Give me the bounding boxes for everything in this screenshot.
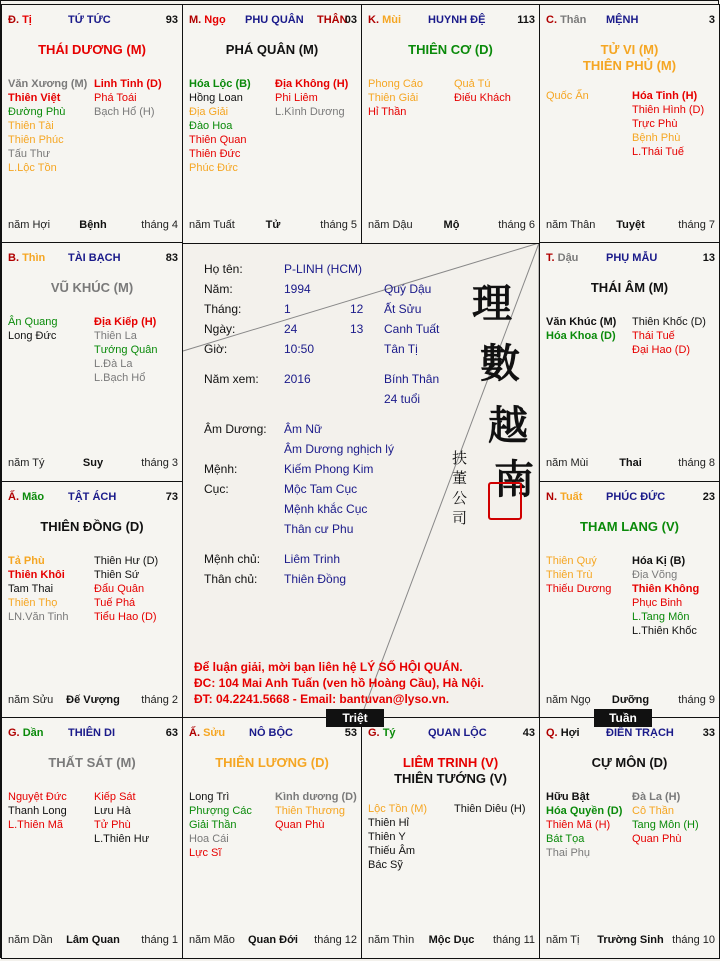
minor-star: L.Kình Dương	[275, 106, 345, 118]
palace-position: Đ. Tị	[8, 14, 32, 26]
palace-header	[546, 727, 715, 741]
minor-star: Thiên Tài	[8, 120, 54, 132]
palace-footer	[546, 694, 715, 708]
menh-chu-value: Liêm Trinh	[284, 552, 341, 566]
palace-name: PHÚC ĐỨC	[606, 491, 666, 503]
palace-age: 113	[517, 14, 535, 26]
palace-position: Ấ. Sửu	[189, 727, 226, 739]
minor-star: Giải Thần	[189, 819, 237, 831]
palace-age: 83	[165, 252, 178, 264]
minor-star: Phục Binh	[632, 597, 683, 609]
main-stars	[540, 42, 719, 74]
minor-star: Tiểu Hao (D)	[94, 611, 157, 623]
minor-star: Nguyệt Đức	[8, 791, 67, 803]
left-stars	[8, 315, 58, 343]
palace-year: năm Tuất	[189, 219, 235, 231]
minor-star: Văn Xương (M)	[8, 78, 88, 90]
left-stars	[8, 77, 87, 175]
am-duong-value: Âm Nữ	[284, 422, 323, 436]
palace-header	[8, 491, 178, 505]
palace-suu	[182, 717, 362, 959]
seal-small-char: 公	[452, 489, 468, 507]
center-info	[182, 242, 538, 716]
main-stars	[183, 755, 361, 771]
info-label: Âm Dương:	[204, 422, 267, 436]
minor-star: Đào Hoa	[189, 120, 233, 132]
minor-star: Thiên Phúc	[8, 134, 64, 146]
minor-star: Thiên Diêu (H)	[454, 803, 526, 815]
main-star: THIÊN LƯƠNG (D)	[215, 755, 329, 770]
minor-star: L.Lộc Tồn	[8, 162, 57, 174]
minor-star: Hóa Tinh (H)	[632, 90, 698, 102]
palace-year: năm Mùi	[546, 457, 589, 469]
palace-age: 93	[165, 14, 178, 26]
minor-star: Thiên Hình (D)	[632, 104, 705, 116]
palace-stage: Quan Đới	[248, 934, 298, 946]
minor-star: Đường Phù	[8, 106, 66, 118]
palace-footer	[189, 934, 357, 948]
palace-footer	[8, 457, 178, 471]
minor-star: Tang Môn (H)	[632, 819, 699, 831]
info-canchi: Canh Tuất	[384, 322, 440, 336]
info-label: Mệnh:	[204, 462, 238, 476]
minor-star: L.Tang Môn	[632, 611, 690, 623]
palace-age: 53	[344, 727, 357, 739]
main-stars	[540, 755, 719, 771]
palace-year: năm Sửu	[8, 694, 54, 706]
minor-star: Thiên Thọ	[8, 597, 58, 609]
minor-star: Ân Quang	[8, 316, 58, 328]
right-stars	[632, 89, 704, 159]
cuc-value: Mộc Tam Cục	[284, 482, 358, 496]
minor-star: Hồng Loan	[189, 92, 243, 104]
palace-thin	[1, 242, 183, 482]
minor-star: Trực Phù	[632, 118, 678, 130]
minor-star: Hóa Lộc (B)	[189, 78, 251, 90]
minor-star: L.Thiên Hư	[94, 833, 150, 845]
seal-small-char: 董	[452, 469, 468, 487]
palace-month: tháng 9	[678, 694, 715, 706]
palace-mui	[361, 4, 540, 244]
minor-star: Tử Phù	[94, 819, 131, 831]
info-label: Cục:	[204, 482, 229, 496]
main-star: THÁI DƯƠNG (M)	[38, 42, 146, 57]
right-stars	[454, 77, 511, 105]
palace-position: N. Tuất	[546, 491, 583, 503]
left-stars	[368, 77, 423, 119]
palace-name: QUAN LỘC	[428, 727, 487, 739]
view-year-canchi: Bính Thân	[384, 372, 440, 386]
minor-star: Thiên Trù	[546, 569, 593, 581]
info-value: P-LINH (HCM)	[284, 262, 362, 276]
am-duong-note: Âm Dương nghịch lý	[284, 442, 394, 456]
minor-star: Tam Thai	[8, 583, 54, 595]
palace-name: NÔ BỘC	[249, 727, 293, 739]
palace-age: 3	[708, 14, 715, 26]
palace-position: K. Mùi	[368, 14, 402, 26]
main-star: VŨ KHÚC (M)	[50, 280, 134, 295]
minor-star: Thiên Hỉ	[368, 817, 409, 829]
info-canchi: Ất Sửu	[384, 302, 422, 316]
red-stamp	[488, 482, 522, 520]
minor-star: Linh Tinh (D)	[94, 78, 162, 90]
palace-name: PHỤ MẪU	[606, 252, 658, 264]
main-star: CỰ MÔN (D)	[591, 755, 668, 770]
palace-footer	[368, 934, 535, 948]
palace-name: ĐIỀN TRẠCH	[606, 727, 674, 739]
main-star: THAM LANG (V)	[580, 519, 679, 534]
left-stars	[8, 790, 67, 832]
minor-star: Quan Phù	[632, 833, 682, 845]
main-star: THIÊN ĐỒNG (D)	[40, 519, 144, 534]
palace-stage: Bệnh	[79, 219, 107, 231]
minor-star: Thiên Không	[632, 583, 700, 595]
minor-star: Thiên Thương	[275, 805, 346, 817]
info-value: 1994	[284, 282, 311, 296]
palace-header	[546, 14, 715, 28]
palace-stage: Dưỡng	[611, 694, 650, 706]
minor-star: Thai Phụ	[546, 847, 591, 859]
main-stars	[540, 519, 719, 535]
palace-footer	[546, 934, 715, 948]
minor-star: Thiên Quý	[546, 555, 597, 567]
palace-footer	[8, 934, 178, 948]
minor-star: LN.Văn Tinh	[8, 611, 69, 623]
palace-header	[368, 14, 535, 28]
minor-star: Đà La (H)	[632, 791, 681, 803]
minor-star: L.Thiên Mã	[8, 819, 64, 831]
info-value: 24	[284, 322, 298, 336]
minor-star: Hoa Cái	[189, 833, 229, 845]
main-star: LIÊM TRINH (V)	[402, 755, 499, 770]
palace-footer	[368, 219, 535, 233]
main-stars	[183, 42, 361, 58]
palace-position: G. Tý	[368, 727, 396, 739]
right-stars	[275, 790, 357, 832]
right-stars	[632, 554, 699, 638]
left-stars	[546, 790, 622, 860]
right-stars	[94, 554, 158, 624]
palace-header	[189, 14, 357, 28]
minor-star: Hóa Kị (B)	[632, 555, 686, 567]
main-star: THÁI ÂM (M)	[590, 280, 669, 295]
seal-small-char: 司	[452, 509, 468, 527]
calligraphy-char: 理	[472, 280, 512, 327]
palace-stage: Tuyệt	[616, 219, 645, 231]
palace-age: 13	[702, 252, 715, 264]
palace-position: M. Ngọ	[189, 14, 226, 26]
minor-star: Thái Tuế	[632, 330, 675, 342]
minor-star: Đại Hao (D)	[632, 344, 691, 356]
palace-position: Q. Hợi	[546, 727, 580, 739]
palace-header	[8, 14, 178, 28]
palace-stage: Thai	[619, 457, 642, 469]
main-stars	[362, 42, 539, 58]
minor-star: Thiên Hư (D)	[94, 555, 159, 567]
left-stars	[368, 802, 427, 872]
minor-star: Bác Sỹ	[368, 859, 403, 871]
palace-age: 03	[344, 14, 357, 26]
palace-name: TỨ TỨC	[68, 14, 111, 26]
minor-star: Lưu Hà	[94, 805, 131, 817]
palace-age: 43	[522, 727, 535, 739]
palace-tuat	[539, 481, 720, 719]
left-stars	[189, 77, 251, 175]
palace-header	[189, 727, 357, 741]
minor-star: L.Đà La	[94, 358, 133, 370]
main-stars	[2, 519, 182, 535]
minor-star: Địa Võng	[632, 569, 678, 581]
palace-position: T. Dậu	[546, 252, 579, 264]
info-canchi: Tân Tị	[384, 342, 418, 356]
minor-star: Thiên La	[94, 330, 137, 342]
body-palace-marker: THÂN	[317, 14, 348, 26]
info-canchi: Quý Dậu	[384, 282, 432, 296]
palace-month: tháng 5	[320, 219, 357, 231]
main-star: THIÊN CƠ (D)	[408, 42, 493, 57]
calligraphy-char: 越	[488, 402, 528, 449]
palace-year: năm Ngọ	[546, 694, 591, 706]
palace-footer	[8, 694, 178, 708]
palace-mao	[1, 481, 183, 719]
palace-footer	[189, 219, 357, 233]
palace-name: MỆNH	[606, 14, 639, 26]
minor-star: Thanh Long	[8, 805, 67, 817]
minor-star: Quả Tú	[454, 78, 491, 90]
minor-star: Địa Giải	[189, 106, 229, 118]
contact-line-1: Để luận giải, mời bạn liên hệ LÝ SỐ HỘI QUÁN.	[194, 660, 463, 674]
palace-year: năm Mão	[189, 934, 235, 946]
palace-than	[539, 4, 720, 244]
main-stars	[362, 755, 539, 787]
palace-ti	[1, 4, 183, 244]
minor-star: Phong Cáo	[368, 78, 424, 90]
minor-star: Thiên Sứ	[94, 569, 140, 581]
palace-position: B. Thìn	[8, 252, 46, 264]
minor-star: Hóa Quyền (D)	[546, 805, 623, 817]
minor-star: Phá Toái	[94, 92, 137, 104]
palace-stage: Mộc Dục	[428, 934, 475, 946]
minor-star: Tướng Quân	[94, 344, 158, 356]
palace-year: năm Tý	[8, 457, 45, 469]
palace-month: tháng 6	[498, 219, 535, 231]
left-stars	[8, 554, 69, 624]
minor-star: Điếu Khách	[454, 92, 511, 104]
minor-star: Kình dương (D)	[275, 791, 357, 803]
minor-star: Bạch Hổ (H)	[94, 106, 155, 118]
cuc-note: Mệnh khắc Cục	[284, 502, 368, 516]
minor-star: Hóa Khoa (D)	[546, 330, 616, 342]
palace-age: 63	[165, 727, 178, 739]
palace-name: TÀI BẠCH	[68, 252, 121, 264]
info-lunar-value: 12	[350, 302, 364, 316]
palace-footer	[546, 219, 715, 233]
minor-star: Thiên Giải	[368, 92, 419, 104]
right-stars	[632, 315, 706, 357]
palace-month: tháng 12	[314, 934, 357, 946]
info-label: Thân chủ:	[204, 572, 258, 586]
palace-position: Ấ. Mão	[8, 491, 45, 503]
palace-name: PHU QUÂN	[245, 14, 304, 26]
seal-small-char: 扶	[452, 449, 468, 467]
info-value: 10:50	[284, 342, 315, 356]
palace-name: HUYNH ĐỆ	[428, 14, 486, 26]
age-value: 24 tuổi	[384, 392, 421, 406]
right-stars	[632, 790, 699, 846]
minor-star: L.Thái Tuế	[632, 146, 684, 158]
palace-stage: Đế Vượng	[66, 694, 120, 706]
minor-star: Địa Không (H)	[275, 78, 349, 90]
right-stars	[275, 77, 348, 119]
minor-star: Thiên Việt	[8, 92, 61, 104]
palace-age: 73	[165, 491, 178, 503]
right-stars	[94, 315, 158, 385]
info-label: Giờ:	[204, 342, 228, 356]
minor-star: Phúc Đức	[189, 162, 238, 174]
main-star: TỬ VI (M)	[600, 42, 659, 57]
palace-month: tháng 10	[672, 934, 715, 946]
main-stars	[2, 280, 182, 296]
palace-position: C. Thân	[546, 14, 587, 26]
minor-star: Long Đức	[8, 330, 57, 342]
minor-star: Thiên Khôi	[8, 569, 65, 581]
than-chu-value: Thiên Đồng	[284, 572, 347, 586]
minor-star: Cô Thần	[632, 805, 674, 817]
main-star: THIÊN TƯỚNG (V)	[394, 771, 507, 786]
minor-star: L.Bạch Hổ	[94, 372, 146, 384]
main-star: THIÊN PHỦ (M)	[582, 58, 677, 73]
palace-month: tháng 8	[678, 457, 715, 469]
minor-star: Địa Kiếp (H)	[94, 316, 157, 328]
minor-star: Hữu Bật	[546, 791, 590, 803]
main-stars	[2, 755, 182, 771]
minor-star: Thiên Quan	[189, 134, 247, 146]
left-stars	[546, 554, 611, 596]
minor-star: Văn Khúc (M)	[546, 316, 617, 328]
minor-star: Phi Liêm	[275, 92, 318, 104]
menh-value: Kiếm Phong Kim	[284, 462, 374, 476]
minor-star: Lộc Tồn (M)	[368, 803, 428, 815]
main-star: PHÁ QUÂN (M)	[225, 42, 319, 57]
minor-star: Kiếp Sát	[94, 791, 136, 803]
info-value: 1	[284, 302, 291, 316]
minor-star: Hỉ Thần	[368, 106, 407, 118]
palace-name: TẬT ÁCH	[68, 491, 117, 503]
palace-stage: Trường Sinh	[597, 934, 664, 946]
palace-age: 23	[702, 491, 715, 503]
triet-tag: Triệt	[326, 709, 384, 727]
main-stars	[540, 280, 719, 296]
palace-stage: Lâm Quan	[66, 934, 120, 946]
minor-star: Quan Phù	[275, 819, 325, 831]
info-lunar-value: 13	[350, 322, 364, 336]
palace-stage: Tử	[265, 219, 281, 231]
minor-star: Quốc Ấn	[546, 90, 589, 102]
palace-stage: Suy	[82, 457, 104, 469]
palace-year: năm Dậu	[368, 219, 413, 231]
palace-year: năm Thìn	[368, 934, 415, 946]
palace-header	[8, 252, 178, 266]
minor-star: Bệnh Phù	[632, 132, 681, 144]
palace-footer	[546, 457, 715, 471]
minor-star: Phượng Các	[189, 805, 252, 817]
palace-age: 33	[702, 727, 715, 739]
palace-month: tháng 4	[141, 219, 178, 231]
info-label: Mệnh chủ:	[204, 552, 261, 566]
minor-star: L.Thiên Khốc	[632, 625, 697, 637]
info-label: Họ tên:	[204, 262, 243, 276]
minor-star: Thiên Y	[368, 831, 406, 843]
right-stars	[94, 790, 149, 846]
minor-star: Đẩu Quân	[94, 583, 145, 595]
minor-star: Lực Sĩ	[189, 847, 222, 859]
palace-header	[546, 491, 715, 505]
palace-position: G. Dần	[8, 727, 44, 739]
palace-name: THIÊN DI	[68, 727, 116, 739]
minor-star: Bát Tọa	[546, 833, 585, 845]
left-stars	[546, 315, 616, 343]
tuan-tag: Tuần	[594, 709, 652, 727]
palace-dan	[1, 717, 183, 959]
minor-star: Thiên Khốc (D)	[632, 316, 706, 328]
minor-star: Thiên Mã (H)	[546, 819, 611, 831]
palace-year: năm Dần	[8, 934, 53, 946]
palace-footer	[8, 219, 178, 233]
palace-ngo	[182, 4, 362, 244]
palace-month: tháng 11	[492, 934, 535, 946]
palace-header	[368, 727, 535, 741]
contact-line-3: ĐT: 04.2241.5668 - Email: bantuvan@lyso.vn.	[194, 692, 450, 706]
right-stars	[94, 77, 162, 119]
main-stars	[2, 42, 182, 58]
palace-year: năm Tị	[546, 934, 580, 946]
minor-star: Tuế Phá	[94, 597, 136, 609]
minor-star: Tả Phù	[8, 555, 45, 567]
minor-star: Thiếu Dương	[546, 583, 612, 595]
main-star: THẤT SÁT (M)	[48, 755, 136, 770]
palace-year: năm Thân	[546, 219, 596, 231]
palace-year: năm Hợi	[8, 219, 51, 231]
minor-star: Thiếu Âm	[368, 845, 416, 857]
palace-dau	[539, 242, 720, 482]
contact-line-2: ĐC: 104 Mai Anh Tuấn (ven hồ Hoàng Cầu), Hà Nội.	[194, 676, 485, 690]
palace-month: tháng 1	[141, 934, 178, 946]
left-stars	[189, 790, 252, 860]
minor-star: Tấu Thư	[8, 148, 51, 160]
calligraphy-char: 南	[494, 456, 534, 503]
palace-hoi	[539, 717, 720, 959]
palace-header	[546, 252, 715, 266]
view-year: 2016	[284, 372, 311, 386]
left-stars	[546, 89, 589, 103]
info-label: Tháng:	[204, 302, 242, 316]
minor-star: Thiên Đức	[189, 148, 241, 160]
calligraphy-char: 數	[480, 340, 520, 387]
right-stars	[454, 802, 526, 816]
info-label: Năm xem:	[204, 372, 259, 386]
palace-month: tháng 7	[678, 219, 715, 231]
than-cu-note: Thân cư Phu	[284, 522, 354, 536]
minor-star: Long Trì	[189, 791, 230, 803]
palace-header	[8, 727, 178, 741]
palace-month: tháng 3	[141, 457, 178, 469]
palace-stage: Mộ	[443, 219, 460, 231]
info-label: Năm:	[204, 282, 233, 296]
palace-month: tháng 2	[141, 694, 178, 706]
palace-ty	[361, 717, 540, 959]
info-label: Ngày:	[204, 322, 236, 336]
